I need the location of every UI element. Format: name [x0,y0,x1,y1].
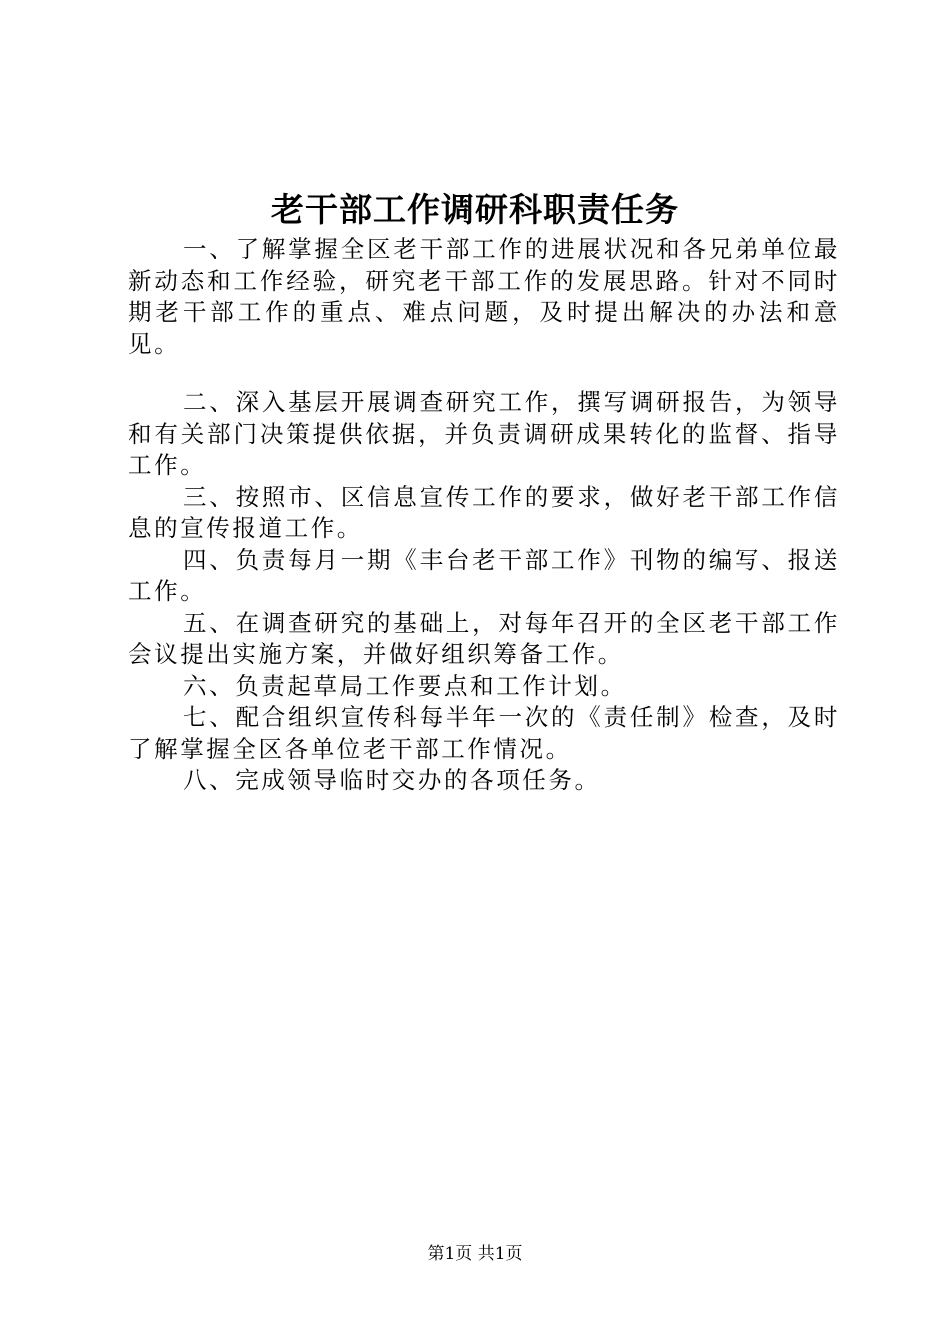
page-number-footer: 第1页 共1页 [427,1244,523,1264]
paragraph-2: 二、深入基层开展调查研究工作，撰写调研报告，为领导和有关部门决策提供依据，并负责调研成果转化的监督、指导工作。 [128,388,840,479]
paragraph-7: 七、配合组织宣传科每半年一次的《责任制》检查，及时了解掌握全区各单位老干部工作情况。 [128,703,840,763]
paragraph-1: 一、了解掌握全区老干部工作的进展状况和各兄弟单位最新动态和工作经验，研究老干部工作的发展思路。针对不同时期老干部工作的重点、难点问题，及时提出解决的办法和意见。 [128,235,840,358]
paragraph-3: 三、按照市、区信息宣传工作的要求，做好老干部工作信息的宣传报道工作。 [128,482,840,542]
paragraph-4: 四、负责每月一期《丰台老干部工作》刊物的编写、报送工作。 [128,545,840,605]
paragraph-6: 六、负责起草局工作要点和工作计划。 [183,671,627,700]
paragraph-8: 八、完成领导临时交办的各项任务。 [183,766,601,794]
paragraph-5: 五、在调查研究的基础上，对每年召开的全区老干部工作会议提出实施方案，并做好组织筹备工作。 [128,608,840,668]
document-title: 老干部工作调研科职责任务 [271,190,679,229]
document-body [128,234,840,797]
